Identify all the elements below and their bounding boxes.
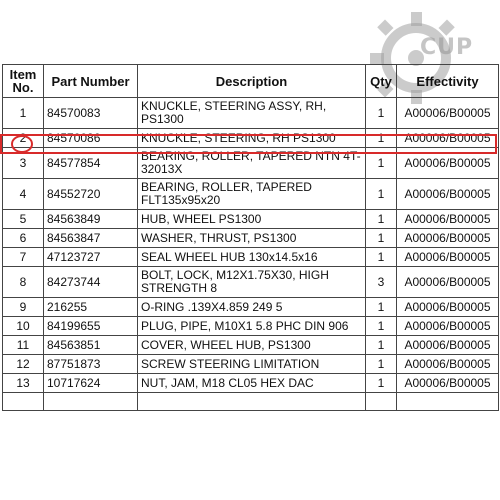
description: NUT, JAM, M18 CL05 HEX DAC [138,374,366,393]
description: HUB, WHEEL PS1300 [138,210,366,229]
effectivity: A00006/B00005 [397,374,499,393]
watermark-text: CUP [420,35,474,60]
item-no: 1 [3,98,44,129]
table-row [3,179,499,210]
table-row-empty [3,393,499,411]
qty: 1 [366,229,397,248]
table-row [3,148,499,179]
qty: 1 [366,129,397,148]
item-no: 11 [3,336,44,355]
header-qty: Qty [366,65,397,98]
table-row [3,374,499,393]
qty: 1 [366,210,397,229]
effectivity: A00006/B00005 [397,179,499,210]
item-no: 12 [3,355,44,374]
description: KNUCKLE, STEERING ASSY, RH, PS1300 [138,98,366,129]
qty: 1 [366,374,397,393]
parts-table-container [2,64,498,411]
table-row [3,355,499,374]
table-row [3,210,499,229]
effectivity: A00006/B00005 [397,210,499,229]
table-row [3,336,499,355]
effectivity: A00006/B00005 [397,267,499,298]
table-row [3,229,499,248]
item-no: 9 [3,298,44,317]
item-no: 10 [3,317,44,336]
header-row [3,65,499,98]
part-number: 84552720 [44,179,138,210]
item-no: 6 [3,229,44,248]
effectivity: A00006/B00005 [397,298,499,317]
effectivity: A00006/B00005 [397,355,499,374]
description: BEARING, ROLLER, TAPERED FLT135x95x20 [138,179,366,210]
effectivity: A00006/B00005 [397,229,499,248]
header-effectivity: Effectivity [397,65,499,98]
effectivity: A00006/B00005 [397,317,499,336]
empty-cell [44,393,138,411]
description: O-RING .139X4.859 249 5 [138,298,366,317]
item-no: 3 [3,148,44,179]
item-no: 4 [3,179,44,210]
item-no: 5 [3,210,44,229]
qty: 1 [366,148,397,179]
part-number: 84199655 [44,317,138,336]
item-no: 13 [3,374,44,393]
part-number: 10717624 [44,374,138,393]
header-item-no: Item No. [3,65,44,98]
header-description: Description [138,65,366,98]
table-row [3,98,499,129]
qty: 1 [366,298,397,317]
description: WASHER, THRUST, PS1300 [138,229,366,248]
parts-table [2,64,499,411]
description: BOLT, LOCK, M12X1.75X30, HIGH STRENGTH 8 [138,267,366,298]
description: COVER, WHEEL HUB, PS1300 [138,336,366,355]
qty: 1 [366,355,397,374]
empty-cell [138,393,366,411]
effectivity: A00006/B00005 [397,129,499,148]
effectivity: A00006/B00005 [397,148,499,179]
effectivity: A00006/B00005 [397,336,499,355]
table-row [3,248,499,267]
description: BEARING, ROLLER, TAPERED NTN 4T-32013X [138,148,366,179]
qty: 1 [366,336,397,355]
table-row [3,298,499,317]
part-number: 216255 [44,298,138,317]
part-number: 84577854 [44,148,138,179]
description: SCREW STEERING LIMITATION [138,355,366,374]
part-number: 84273744 [44,267,138,298]
description: KNUCKLE, STEERING, RH PS1300 [138,129,366,148]
part-number: 84563847 [44,229,138,248]
part-number: 87751873 [44,355,138,374]
effectivity: A00006/B00005 [397,248,499,267]
item-no: 7 [3,248,44,267]
table-row [3,317,499,336]
qty: 3 [366,267,397,298]
part-number: 47123727 [44,248,138,267]
header-part-number: Part Number [44,65,138,98]
qty: 1 [366,317,397,336]
part-number: 84563851 [44,336,138,355]
effectivity: A00006/B00005 [397,98,499,129]
qty: 1 [366,248,397,267]
item-no: 2 [3,129,44,148]
part-number: 84570083 [44,98,138,129]
empty-cell [3,393,44,411]
qty: 1 [366,179,397,210]
part-number: 84563849 [44,210,138,229]
empty-cell [397,393,499,411]
description: PLUG, PIPE, M10X1 5.8 PHC DIN 906 [138,317,366,336]
table-row-highlighted [3,129,499,148]
qty: 1 [366,98,397,129]
table-row [3,267,499,298]
empty-cell [366,393,397,411]
item-no: 8 [3,267,44,298]
description: SEAL WHEEL HUB 130x14.5x16 [138,248,366,267]
part-number: 84570086 [44,129,138,148]
